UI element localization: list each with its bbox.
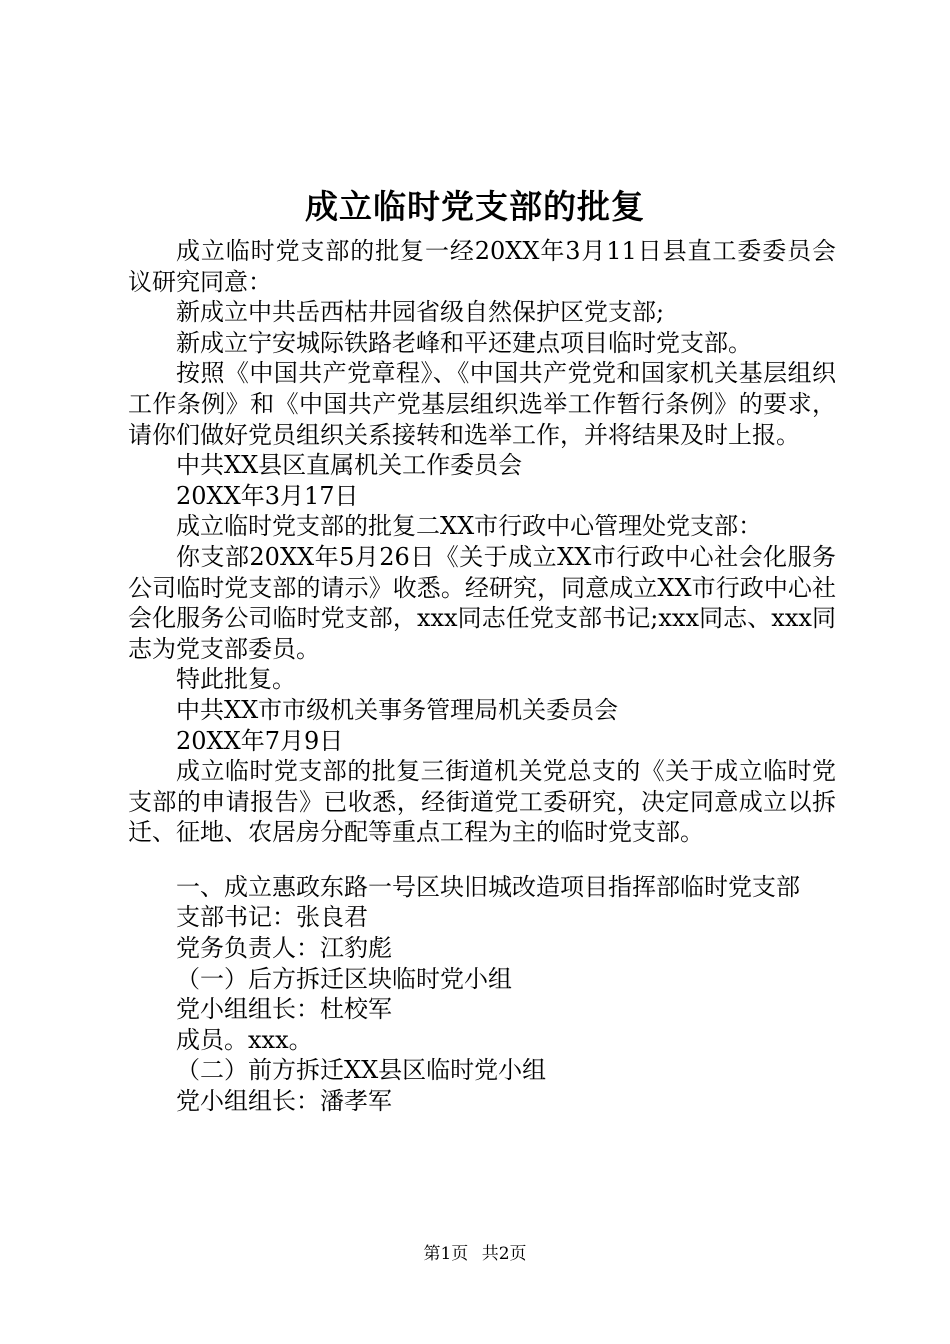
paragraph-group-two-leader: 党小组组长：潘孝军	[176, 1087, 392, 1116]
paragraph-approval-one-intro: 成立临时党支部的批复一经20XX年3月11日县直工委委员会议研究同意：	[128, 237, 836, 296]
paragraph-signature-org-two: 中共XX市市级机关事务管理局机关委员会	[176, 695, 619, 724]
paragraph-group-one-leader: 党小组组长：杜校军	[176, 995, 392, 1024]
paragraph-group-two-heading: （二）前方拆迁XX县区临时党小组	[176, 1056, 547, 1085]
paragraph-approval-two-heading: 成立临时党支部的批复二XX市行政中心管理处党支部：	[176, 512, 763, 541]
paragraph-date-one: 20XX年3月17日	[176, 481, 359, 510]
paragraph-branch-secretary: 支部书记：张良君	[176, 903, 368, 932]
paragraph-approval-three-body: 成立临时党支部的批复三街道机关党总支的《关于成立临时党支部的申请报告》已收悉，经街道党工委研究，决定同意成立以拆迁、征地、农居房分配等重点工程为主的临时党支部。	[128, 757, 836, 847]
paragraph-party-affairs-lead: 党务负责人：江豹彪	[176, 934, 392, 963]
paragraph-new-branch-railway: 新成立宁安城际铁路老峰和平还建点项目临时党支部。	[176, 328, 752, 357]
page-footer	[0, 1242, 950, 1266]
paragraph-requirements: 按照《中国共产党章程》、《中国共产党党和国家机关基层组织工作条例》和《中国共产党基层组织选举工作暂行条例》的要求，请你们做好党员组织关系接转和选举工作，并将结果及时上报。	[128, 359, 836, 449]
page-number-total: 共2页	[481, 1244, 527, 1264]
paragraph-special-approval: 特此批复。	[176, 665, 296, 694]
paragraph-section-one-heading: 一、成立惠政东路一号区块旧城改造项目指挥部临时党支部	[176, 872, 800, 901]
page-number-current: 第1页	[423, 1244, 469, 1264]
paragraph-approval-two-body: 你支部20XX年5月26日《关于成立XX市行政中心社会化服务公司临时党支部的请示》收悉。经研究，同意成立XX市行政中心社会化服务公司临时党支部，xxx同志任党支部书记;xxx同志、xxx同志为党支部委员。	[128, 542, 836, 663]
paragraph-date-two: 20XX年7月9日	[176, 726, 344, 755]
document-body	[128, 236, 836, 1117]
paragraph-group-one-members: 成员。xxx。	[176, 1025, 313, 1054]
paragraph-group-one-heading: （一）后方拆迁区块临时党小组	[176, 964, 512, 993]
paragraph-signature-org-one: 中共XX县区直属机关工作委员会	[176, 451, 523, 480]
paragraph-new-branch-reserve: 新成立中共岳西枯井园省级自然保护区党支部;	[176, 298, 665, 327]
document-title: 成立临时党支部的批复	[305, 187, 645, 226]
